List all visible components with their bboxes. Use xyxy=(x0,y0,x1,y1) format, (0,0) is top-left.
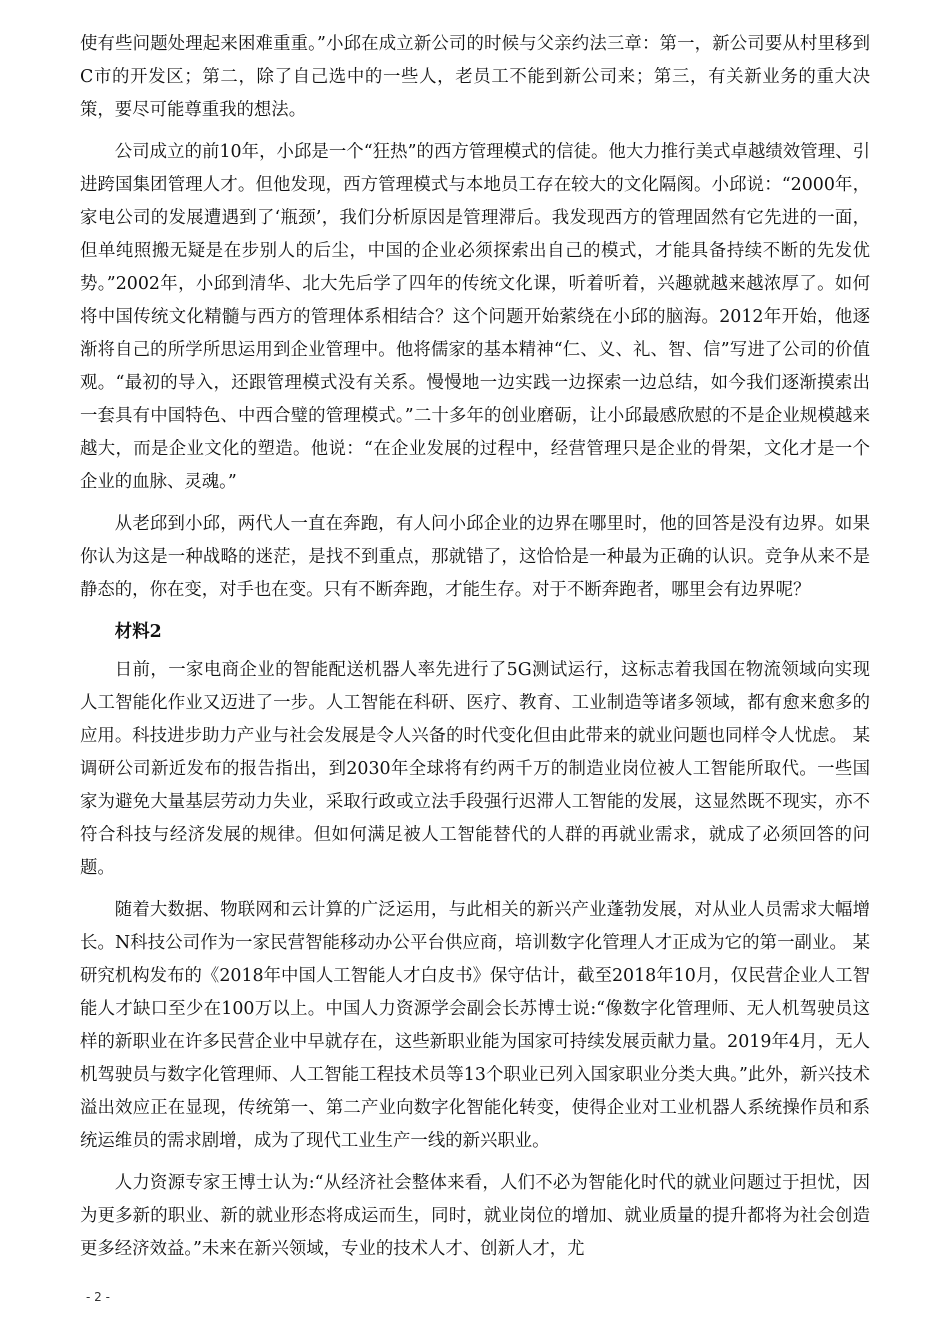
paragraph-emerging-industries: 随着大数据、物联网和云计算的广泛运用，与此相关的新兴产业蓬勃发展，对从业人员需求大幅增长。N科技公司作为一家民营智能移动办公平台供应商，培训数字化管理人才正成为它的第一副业。 某研究机构发布的《2018年中国人工智能人才白皮书》保守估计，截至2018年10月，仅民营企业人工智能人才缺口至少在100万以上。中国人力资源学会副会长苏博士说:“像数字化管理师、无人机驾驶员这样的新职业在许多民营企业中早就存在，这些新职业能为国家可持续发展贡献力量。2019年4月，无人机驾驶员与数字化管理师、人工智能工程技术员等13个职业已列入国家职业分类大典。”此外，新兴技术溢出效应正在显现，传统第一、第二产业向数字化智能化转变，使得企业对工业机器人系统操作员和系统运维员的需求剧增，成为了现代工业生产一线的新兴职业。 xyxy=(80,900,870,1151)
paragraph-no-boundary: 从老邱到小邱，两代人一直在奔跑，有人问小邱企业的边界在哪里时，他的回答是没有边界。如果你认为这是一种战略的迷茫，是找不到重点，那就错了，这恰恰是一种最为正确的认识。竞争从来不是静态的，你在变，对手也在变。只有不断奔跑，才能生存。对于不断奔跑者，哪里会有边界呢？ xyxy=(80,514,870,600)
paragraph-expert-view: 人力资源专家王博士认为:“从经济社会整体来看，人们不必为智能化时代的就业问题过于担忧，因为更多新的职业、新的就业形态将成运而生，同时，就业岗位的增加、就业质量的提升都将为社会创造更多经济效益。”未来在新兴领域，专业的技术人才、创新人才，尤 xyxy=(80,1173,870,1259)
paragraph-continued: 使有些问题处理起来困难重重。”小邱在成立新公司的时候与父亲约法三章：第一，新公司要从村里移到C市的开发区；第二，除了自己选中的一些人，老员工不能到新公司来；第三，有关新业务的重大决策，要尽可能尊重我的想法。 xyxy=(80,34,870,120)
section-heading-material-2: 材料2 xyxy=(114,622,162,642)
page-number: - 2 - xyxy=(86,1290,110,1304)
paragraph-ai-delivery: 日前，一家电商企业的智能配送机器人率先进行了5G测试运行，这标志着我国在物流领域向实现人工智能化作业又迈进了一步。人工智能在科研、医疗、教育、工业制造等诸多领域，都有愈来愈多的应用。科技进步助力产业与社会发展是令人兴备的时代变化但由此带来的就业问题也同样令人忧虑。 某调研公司新近发布的报告指出，到2030年全球将有约两千万的制造业岗位被人工智能所取代。一些国家为避免大量基层劳动力失业，采取行政或立法手段强行迟滞人工智能的发展，这显然既不现实，亦不符合科技与经济发展的规律。但如何满足被人工智能替代的人群的再就业需求，就成了必须回答的问题。 xyxy=(80,660,870,878)
paragraph-xiaoqiu-management: 公司成立的前10年，小邱是一个“狂热”的西方管理模式的信徒。他大力推行美式卓越绩效管理、引进跨国集团管理人才。但他发现，西方管理模式与本地员工存在较大的文化隔阂。小邱说：“2000年，家电公司的发展遭遇到了‘瓶颈’，我们分析原因是管理滞后。我发现西方的管理固然有它先进的一面，但单纯照搬无疑是在步别人的后尘，中国的企业必须探索出自己的模式，才能具备持续不断的先发优势。”2002年，小邱到清华、北大先后学了四年的传统文化课，听着听着，兴趣就越来越浓厚了。如何将中国传统文化精髓与西方的管理体系相结合？这个问题开始萦绕在小邱的脑海。2012年开始，他逐渐将自己的所学所思运用到企业管理中。他将儒家的基本精神“仁、义、礼、智、信”写进了公司的价值观。“最初的导入，还跟管理模式没有关系。慢慢地一边实践一边探索一边总结，如今我们逐渐摸索出一套具有中国特色、中西合璧的管理模式。”二十多年的创业磨砺，让小邱最感欣慰的不是企业规模越来越大，而是企业文化的塑造。他说：“在企业发展的过程中，经营管理只是企业的骨架，文化才是一个企业的血脉、灵魂。” xyxy=(80,142,870,492)
document-page xyxy=(80,28,870,1275)
